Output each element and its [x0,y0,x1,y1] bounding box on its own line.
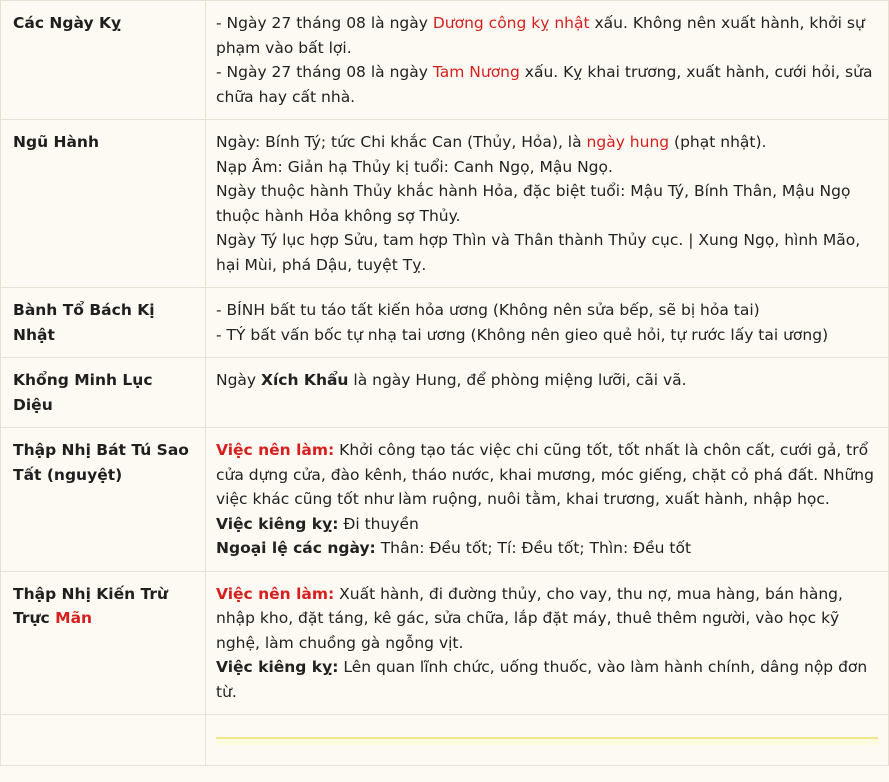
bad-label: Việc kiêng kỵ: [216,658,339,676]
good-activities [216,438,878,512]
content-line [216,368,878,393]
text: Khởi công tạo tác việc chi cũng tốt, tốt nhất là chôn cất, cưới gả, trổ cửa dựng cửa, đào kênh, tháo nước, khai mương, móc giếng, chặt cỏ phá đất. Những việc khác cũng tốt như làm ruộng, nuôi tằm, khai trương, xuất hành, nhập học. [216,441,874,508]
highlight-text: ngày hung [586,133,670,151]
table-row-banh-to [1,288,889,358]
row-content [206,120,889,288]
bad-label: Việc kiêng kỵ: [216,514,339,533]
text: - Ngày 27 tháng 08 là ngày [216,63,433,81]
table-row-cac-ngay-ky [1,1,889,120]
table-row-partial [1,715,889,766]
exception-days [216,536,878,561]
table-row-kien-tru [1,571,889,715]
row-label: Khổng Minh Lục Diệu [1,358,206,428]
table-row-khong-minh [1,358,889,428]
text: xấu. Không nên xuất hành, khởi sự phạm vào bất lợi. [216,14,865,57]
highlight-text: Dương công kỵ nhật [432,14,590,32]
content-line: - BÍNH bất tu táo tất kiến hỏa ương (Không nên sửa bếp, sẽ bị hỏa tai) [216,301,760,319]
row-label: Bành Tổ Bách Kị Nhật [1,288,206,358]
row-label: Ngũ Hành [1,120,206,288]
good-label: Việc nên làm: [216,584,335,603]
table-row-nhi-bat-tu [1,428,889,572]
row-content [206,428,889,572]
label-highlight: Mãn [55,609,93,627]
row-label: Các Ngày Kỵ [1,1,206,120]
bold-text: Xích Khẩu [261,371,349,389]
good-label: Việc nên làm: [216,441,335,459]
text: - Ngày 27 tháng 08 là ngày [216,14,433,32]
row-label [1,571,206,715]
text: là ngày Hung, để phòng miệng lưỡi, cãi vã. [348,371,687,389]
exception-label: Ngoại lệ các ngày: [216,539,376,557]
content-line: Nạp Âm: Giản hạ Thủy kị tuổi: Canh Ngọ, Mậu Ngọ. [216,157,613,176]
content-line: Ngày thuộc hành Thủy khắc hành Hỏa, đặc biệt tuổi: Mậu Tý, Bính Thân, Mậu Ngọ thuộc hành Hỏa không sợ Thủy. [216,182,851,225]
text: Lên quan lĩnh chức, uống thuốc, vào làm hành chính, dâng nộp đơn từ. [216,658,868,701]
text: Đi thuyền [338,514,419,533]
text: (phạt nhật). [669,133,767,151]
row-content [206,571,889,715]
label-text: Thập Nhị Kiến Trừ Trực [13,584,169,627]
text: xấu. Kỵ khai trương, xuất hành, cưới hỏi, sửa chữa hay cất nhà. [216,63,873,106]
good-activities [216,582,878,656]
row-label-empty [1,715,206,766]
text: Ngày [216,371,262,389]
bad-activities [216,512,878,537]
bad-activities [216,655,878,704]
bad-day-note [216,11,878,60]
highlight-text: Tam Nương [432,63,520,81]
table-row-ngu-hanh [1,120,889,288]
text: Thân: Đều tốt; Tí: Đều tốt; Thìn: Đều tốt [375,539,692,557]
row-content [206,1,889,120]
text: Ngày: Bính Tý; tức Chi khắc Can (Thủy, Hỏa), là [216,133,587,151]
row-content [206,358,889,428]
content-line: Ngày Tý lục hợp Sửu, tam hợp Thìn và Thân thành Thủy cục. | Xung Ngọ, hình Mão, hại Mùi, phá Dậu, tuyệt Tỵ. [216,231,861,274]
content-line [216,130,878,155]
row-content-empty [206,715,889,766]
highlight-strip [216,737,878,745]
row-label: Thập Nhị Bát Tú Sao Tất (nguyệt) [1,428,206,572]
content-line: - TÝ bất vấn bốc tự nhạ tai ương (Không nên gieo quẻ hỏi, tự rước lấy tai ương) [216,325,829,344]
text: Xuất hành, đi đường thủy, cho vay, thu nợ, mua hàng, bán hàng, nhập kho, đặt táng, kê gác, sửa chữa, lắp đặt máy, thuê thêm người, vào học kỹ nghệ, làm chuồng gà ngỗng vịt. [216,584,843,652]
bad-day-note [216,60,878,109]
row-content [206,288,889,358]
